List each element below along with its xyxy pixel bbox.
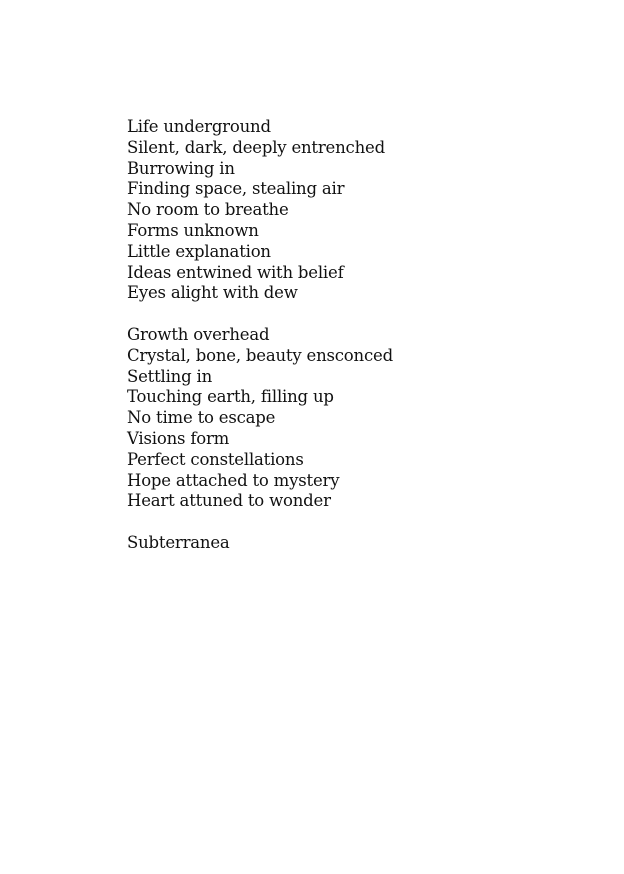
poem-line: Little explanation: [127, 241, 271, 261]
poem-line: Eyes alight with dew: [127, 283, 298, 303]
poem-line: Settling in: [127, 366, 213, 386]
poem-line: No room to breathe: [127, 200, 289, 220]
poem: [127, 117, 393, 554]
poem-line: Visions form: [127, 428, 230, 448]
poem-line: Silent, dark, deeply entrenched: [127, 137, 385, 157]
poem-line: Heart attuned to wonder: [127, 491, 331, 511]
poem-line: Perfect constellations: [127, 449, 304, 469]
poem-line: Hope attached to mystery: [127, 470, 340, 490]
poem-line: Finding space, stealing air: [127, 179, 345, 199]
poem-stanza-2: [127, 325, 393, 512]
poem-line: Forms unknown: [127, 220, 259, 240]
poem-closing-line: Subterranea: [127, 532, 230, 552]
poem-line: Life underground: [127, 117, 271, 136]
poem-line: Ideas entwined with belief: [127, 262, 344, 282]
poem-line: No time to escape: [127, 408, 276, 428]
poem-line: Growth overhead: [127, 324, 270, 344]
poem-line: Burrowing in: [127, 158, 235, 178]
poem-stanza-1: [127, 117, 393, 304]
poem-line: Touching earth, filling up: [127, 387, 334, 407]
poem-line: Crystal, bone, beauty ensconced: [127, 345, 393, 365]
